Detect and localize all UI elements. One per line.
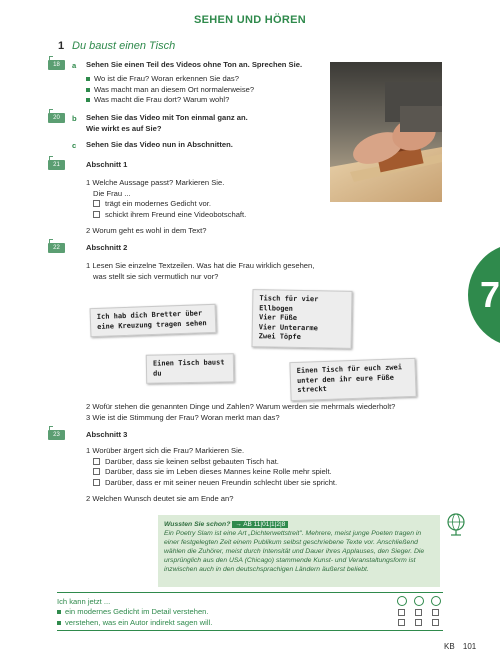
option-row [86,467,426,478]
audio-track-21[interactable]: 21 [48,160,65,170]
checkbox[interactable] [93,468,100,475]
divider-bottom [57,630,443,631]
abschnitt-3-question-2: 2 Welchen Wunsch deutet sie am Ende an? [86,494,234,503]
abschnitt-2-questions [86,402,442,423]
audio-track-20[interactable]: 20 [48,113,65,123]
can-do-list [57,607,377,628]
option-label: schickt ihrem Freund eine Videobotschaft. [105,209,247,219]
checkbox[interactable] [93,479,100,486]
info-heading: Wussten Sie schon? [164,521,231,528]
abschnitt-1-title: Abschnitt 1 [86,160,128,169]
can-do-heading: Ich kann jetzt ... [57,597,111,606]
option-row [86,199,326,210]
info-text: Ein Poetry Slam ist eine Art „Dichterwettstreit". Mehrere, meist junge Poeten tragen in einer festgelegten Zeit einem Publikum selbst geschriebene Texte vor. Anschließend wählen die Zuhörer, meist durch Intensität und Dauer ihres Applauses, den Sieger. Die ursprünglich aus den USA (Chicago) stammende Kunst- und Veranstaltungsform ist inzwischen auch in den deutschsprachigen Ländern äußerst beliebt. [164,530,425,573]
text-note-1: Ich hab dich Bretter über eine Kreuzung tragen sehen [90,304,217,337]
abschnitt-2-q1-line-2: was stellt sie sich vermutlich nur vor? [93,271,219,281]
bullet-item: Was macht man an diesem Ort normalerweise? [86,85,326,96]
option-row [86,478,426,489]
self-check-box[interactable] [398,609,405,616]
page-number: 101 [462,642,477,651]
happy-face-icon [397,596,407,606]
abschnitt-2-q1-line-1: 1 Lesen Sie einzelne Textzeilen. Was hat die Frau wirklich gesehen, [86,261,315,270]
task-title: Du baust einen Tisch [72,40,176,52]
abschnitt-1-question-2: 2 Worum geht es wohl in dem Text? [86,226,207,235]
abschnitt-2-title: Abschnitt 2 [86,243,128,252]
part-b-instruction [86,113,248,134]
page-footer [444,642,476,651]
option-row [86,457,426,468]
part-c-instruction: Sehen Sie das Video nun in Abschnitten. [86,140,233,149]
bullet-item: Was macht die Frau dort? Warum wohl? [86,95,326,106]
audio-track-23[interactable]: 23 [48,430,65,440]
self-check-box[interactable] [415,619,422,626]
section-title: SEHEN UND HÖREN [193,14,307,26]
checkbox[interactable] [93,458,100,465]
text-note-4: Einen Tisch für euch zwei unter den ihr eure Füße streckt [289,358,416,401]
self-check-box[interactable] [432,609,439,616]
divider-top [57,592,443,593]
option-label: Darüber, dass sie keinen selbst gebauten Tisch hat. [105,456,279,466]
text-note-3: Einen Tisch baust du [146,353,234,384]
abschnitt-1-body [86,178,326,237]
task-number: 1 [58,40,65,52]
abschnitt-3-question-1: 1 Worüber ärgert sich die Frau? Markieren Sie. [86,446,245,455]
abschnitt-2-question-2: 2 Wofür stehen die genannten Dinge und Zahlen? Warum werden sie mehrmals wiederholt? [86,402,396,411]
self-check-box[interactable] [398,619,405,626]
chapter-tab: 7 [468,243,500,347]
part-a-bullets [86,74,326,106]
checkbox[interactable] [93,211,100,218]
part-b-line-2: Wie wirkt es auf Sie? [86,123,162,133]
self-check-box[interactable] [432,619,439,626]
checkbox[interactable] [93,200,100,207]
part-b-line-1: Sehen Sie das Video mit Ton einmal ganz an. [86,113,248,122]
abschnitt-1-question-1: 1 Welche Aussage passt? Markieren Sie. [86,178,225,187]
woodwork-photo [330,62,442,202]
can-do-item: ein modernes Gedicht im Detail verstehen. [57,607,377,618]
abschnitt-1-stem: Die Frau ... [93,188,131,198]
globe-icon [446,512,466,540]
workbook-reference[interactable]: → AB 11|01|1|2|8 [232,521,288,528]
part-a-instruction: Sehen Sie einen Teil des Videos ohne Ton an. Sprechen Sie. [86,60,303,69]
option-label: Darüber, dass er mit seiner neuen Freundin schlecht über sie spricht. [105,477,338,487]
neutral-face-icon [414,596,424,606]
bullet-item: Wo ist die Frau? Woran erkennen Sie das? [86,74,326,85]
audio-track-22[interactable]: 22 [48,243,65,253]
option-label: Darüber, dass sie im Leben dieses Mannes keine Rolle mehr spielt. [105,467,332,476]
self-check-box[interactable] [415,609,422,616]
audio-track-18[interactable]: 18 [48,60,65,70]
part-c-letter: c [72,141,77,150]
part-a-letter: a [72,61,77,70]
abschnitt-2-q1 [86,261,426,282]
option-label: trägt ein modernes Gedicht vor. [105,199,211,208]
info-box [158,515,440,587]
footer-section: KB [444,642,455,651]
abschnitt-3-body [86,446,426,505]
abschnitt-2-question-3: 3 Wie ist die Stimmung der Frau? Woran merkt man das? [86,412,280,422]
part-b-letter: b [72,114,77,123]
sad-face-icon [431,596,441,606]
abschnitt-3-title: Abschnitt 3 [86,430,128,439]
can-do-item: verstehen, was ein Autor indirekt sagen will. [57,618,377,629]
option-row [86,210,326,221]
text-note-2: Tisch für vier Ellbogen Vier Füße Vier Unterarme Zwei Töpfe [252,289,353,348]
